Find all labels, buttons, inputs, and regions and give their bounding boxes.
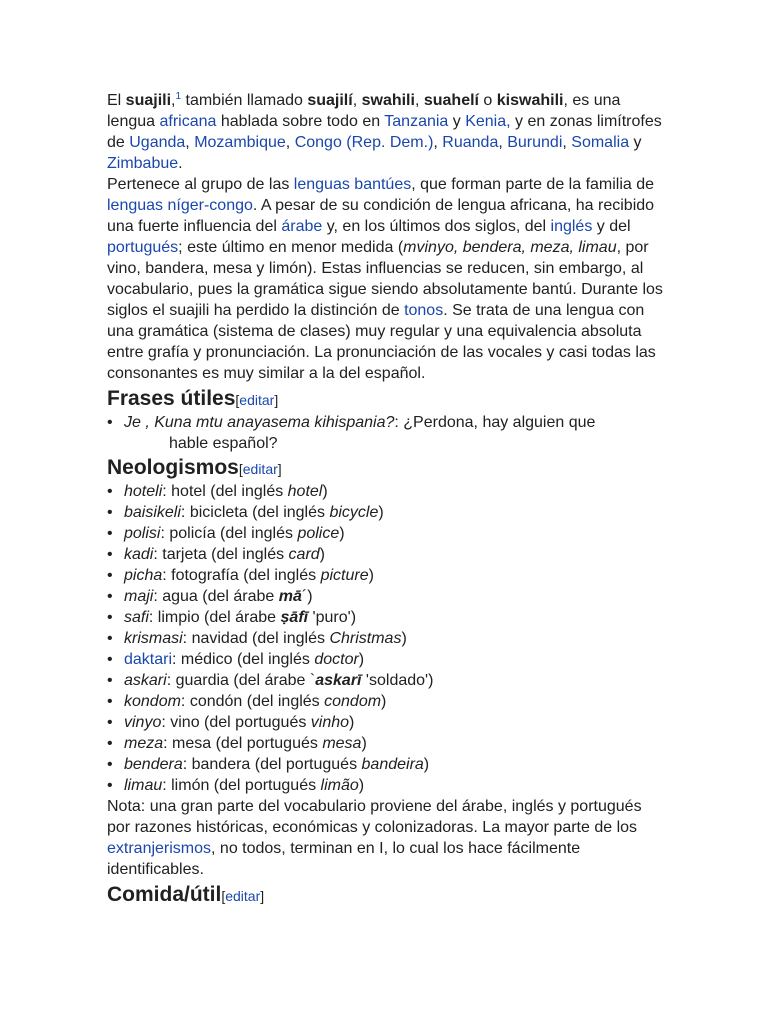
term-suaheli: suahelí xyxy=(423,92,479,109)
gloss: : navidad (del inglés xyxy=(182,630,330,647)
gloss: : médico (del inglés xyxy=(172,651,315,668)
list-item xyxy=(107,481,663,502)
list-item xyxy=(107,712,663,733)
source-word: Christmas xyxy=(329,630,402,647)
gloss-end: ) xyxy=(423,756,430,773)
source-word: card xyxy=(288,546,320,563)
text: . A pesar de su condición de lengua africana, ha recibido una fuerte influencia del xyxy=(107,197,655,235)
source-word: ṣāfī xyxy=(280,609,309,626)
link-africana[interactable]: africana xyxy=(159,113,217,130)
gloss: : fotografía (del inglés xyxy=(162,567,321,584)
italic-examples: mvinyo, bendera, meza, limau xyxy=(403,239,617,256)
gloss: : condón (del inglés xyxy=(180,693,325,710)
link-portugues[interactable]: portugués xyxy=(107,239,179,256)
term-suajili: suajili xyxy=(125,92,172,109)
gloss: : policía (del inglés xyxy=(160,525,298,542)
text: y del xyxy=(592,218,631,235)
swahili-word: limau xyxy=(124,777,163,794)
list-item xyxy=(107,523,663,544)
text: ; este último en menor medida ( xyxy=(178,239,404,256)
swahili-word: baisikeli xyxy=(124,504,181,521)
link-ingles[interactable]: inglés xyxy=(550,218,593,235)
list-item xyxy=(107,544,663,565)
gloss-end: 'puro') xyxy=(308,609,357,626)
gloss-end: ) xyxy=(358,651,365,668)
term-suajili-acc: suajilí xyxy=(307,92,353,109)
text: , xyxy=(352,92,362,109)
frases-list xyxy=(107,412,663,454)
heading-text: Neologismos xyxy=(107,456,239,479)
gloss-end: 'soldado') xyxy=(361,672,434,689)
footnote-link[interactable]: 1 xyxy=(175,91,182,102)
edit-section xyxy=(221,888,264,904)
translation-cont: hable español? xyxy=(169,435,278,452)
source-word: condom xyxy=(324,693,382,710)
text: , xyxy=(562,134,572,151)
text: , xyxy=(414,92,424,109)
source-word: hotel xyxy=(287,483,323,500)
gloss-end: ) xyxy=(319,546,325,563)
source-word: doctor xyxy=(314,651,359,668)
link-kenia[interactable]: Kenia, xyxy=(465,113,511,130)
heading-comida-util xyxy=(107,883,663,908)
gloss: : limón (del portugués xyxy=(162,777,321,794)
text: , por vino, bandera, mesa y limón). Estas influencias se reducen, sin embargo, al vocabulario, pues la gramática sigue siendo absolutamente bantú. Durante los siglos el suajili ha perdido la distinción de xyxy=(107,239,663,319)
bracket: [ xyxy=(221,888,226,904)
text: , xyxy=(498,134,508,151)
list-item xyxy=(107,628,663,649)
link-lenguas-bantues[interactable]: lenguas bantúes xyxy=(293,176,412,193)
text: también llamado xyxy=(181,92,308,109)
edit-section xyxy=(235,392,278,408)
gloss-end: ) xyxy=(368,567,374,584)
gloss: : agua (del árabe xyxy=(153,588,279,605)
swahili-word: askari xyxy=(124,672,167,689)
swahili-word: kondom xyxy=(124,693,181,710)
bracket: [ xyxy=(238,461,243,477)
bracket: ] xyxy=(274,392,279,408)
nota-paragraph xyxy=(107,796,663,880)
list-item xyxy=(107,565,663,586)
source-word: askarī xyxy=(315,672,362,689)
gloss-end: ) xyxy=(378,504,384,521)
text: , xyxy=(185,134,195,151)
article-body xyxy=(107,90,663,908)
gloss-end: ) xyxy=(401,630,407,647)
intro-paragraph xyxy=(107,90,663,174)
swahili-word: maji xyxy=(124,588,154,605)
bracket: ] xyxy=(277,461,282,477)
gloss: : hotel (del inglés xyxy=(162,483,288,500)
link-tonos[interactable]: tonos xyxy=(404,302,444,319)
link-somalia[interactable]: Somalia xyxy=(571,134,630,151)
link-daktari[interactable]: daktari xyxy=(124,651,173,668)
text: . Se trata de una lengua con una gramática (sistema de clases) muy regular y una equivalencia absoluta entre grafía y pronunciación. La pronunciación de las vocales y casi todas las consonantes es muy similar a la del español. xyxy=(107,302,656,382)
list-item xyxy=(107,670,663,691)
source-word: mesa xyxy=(322,735,362,752)
edit-link[interactable]: editar xyxy=(225,888,261,904)
gloss-end: ) xyxy=(381,693,387,710)
link-mozambique[interactable]: Mozambique xyxy=(194,134,286,151)
link-uganda[interactable]: Uganda xyxy=(129,134,186,151)
text: , que forman parte de la familia de xyxy=(411,176,655,193)
list-item xyxy=(107,502,663,523)
term-kiswahili: kiswahili xyxy=(496,92,564,109)
text: , xyxy=(285,134,295,151)
gloss-end: ) xyxy=(361,735,367,752)
list-item xyxy=(107,607,663,628)
text: y en zonas limítrofes de xyxy=(107,113,662,151)
text: , xyxy=(171,92,176,109)
list-item xyxy=(107,412,663,454)
list-item xyxy=(107,649,663,670)
heading-frases-utiles xyxy=(107,387,663,412)
text: El xyxy=(107,92,126,109)
link-ruanda[interactable]: Ruanda xyxy=(442,134,499,151)
text: Pertenece al grupo de las xyxy=(107,176,294,193)
heading-text: Comida/útil xyxy=(107,883,222,906)
classification-paragraph xyxy=(107,174,663,384)
swahili-word: vinyo xyxy=(124,714,162,731)
swahili-word: bendera xyxy=(124,756,183,773)
link-arabe[interactable]: árabe xyxy=(281,218,323,235)
text: o xyxy=(478,92,497,109)
swahili-word: safi xyxy=(124,609,149,626)
text: y xyxy=(629,134,642,151)
edit-link[interactable]: editar xyxy=(239,392,275,408)
gloss-end: ´) xyxy=(301,588,313,605)
source-word: limão xyxy=(320,777,359,794)
swahili-word: polisi xyxy=(124,525,161,542)
source-word: vinho xyxy=(310,714,350,731)
gloss: : limpio (del árabe xyxy=(148,609,281,626)
text: , no todos, terminan en I, lo cual los hace fácilmente identificables. xyxy=(107,840,581,878)
gloss-end: ) xyxy=(358,777,365,794)
text: . xyxy=(178,155,183,172)
link-burundi[interactable]: Burundi xyxy=(507,134,563,151)
text: , xyxy=(433,134,443,151)
swahili-word: krismasi xyxy=(124,630,183,647)
link-tanzania[interactable]: Tanzania xyxy=(384,113,449,130)
swahili-word: meza xyxy=(124,735,164,752)
gloss: : guardia (del árabe ` xyxy=(166,672,316,689)
translation: : ¿Perdona, hay alguien que xyxy=(394,414,596,431)
source-word: police xyxy=(297,525,340,542)
source-word: picture xyxy=(320,567,369,584)
source-word: mā xyxy=(278,588,302,605)
gloss: : bicicleta (del inglés xyxy=(180,504,330,521)
text: Nota: una gran parte del vocabulario proviene del árabe, inglés y portugués por razones históricas, económicas y colonizadoras. La mayor parte de los xyxy=(107,798,642,836)
gloss-end: ) xyxy=(322,483,328,500)
edit-link[interactable]: editar xyxy=(242,461,278,477)
gloss-end: ) xyxy=(339,525,345,542)
swahili-word: hoteli xyxy=(124,483,163,500)
text: y xyxy=(448,113,466,130)
swahili-word: kadi xyxy=(124,546,154,563)
list-item xyxy=(107,754,663,775)
heading-text: Frases útiles xyxy=(107,387,236,410)
edit-section xyxy=(239,461,282,477)
gloss: : vino (del portugués xyxy=(161,714,311,731)
link-congo[interactable]: Congo (Rep. Dem.) xyxy=(294,134,434,151)
list-item xyxy=(107,586,663,607)
gloss: : tarjeta (del inglés xyxy=(153,546,289,563)
list-item xyxy=(107,733,663,754)
swahili-word: picha xyxy=(124,567,163,584)
list-item xyxy=(107,691,663,712)
swahili-phrase: Je , Kuna mtu anayasema kihispania? xyxy=(124,414,395,431)
link-extranjerismos[interactable]: extranjerismos xyxy=(107,840,212,857)
neologismos-list xyxy=(107,481,663,796)
source-word: bicycle xyxy=(329,504,379,521)
bracket: [ xyxy=(235,392,240,408)
text: hablada sobre todo en xyxy=(216,113,385,130)
link-niger-congo[interactable]: lenguas níger-congo xyxy=(107,197,253,214)
link-zimbabue[interactable]: Zimbabue xyxy=(107,155,179,172)
heading-neologismos xyxy=(107,456,663,481)
term-swahili: swahili xyxy=(361,92,415,109)
text: , es una lengua xyxy=(107,92,621,130)
text: y, en los últimos dos siglos, del xyxy=(322,218,551,235)
list-item xyxy=(107,775,663,796)
gloss-end: ) xyxy=(349,714,355,731)
gloss: : mesa (del portugués xyxy=(163,735,323,752)
source-word: bandeira xyxy=(361,756,424,773)
bracket: ] xyxy=(260,888,265,904)
gloss: : bandera (del portugués xyxy=(182,756,362,773)
